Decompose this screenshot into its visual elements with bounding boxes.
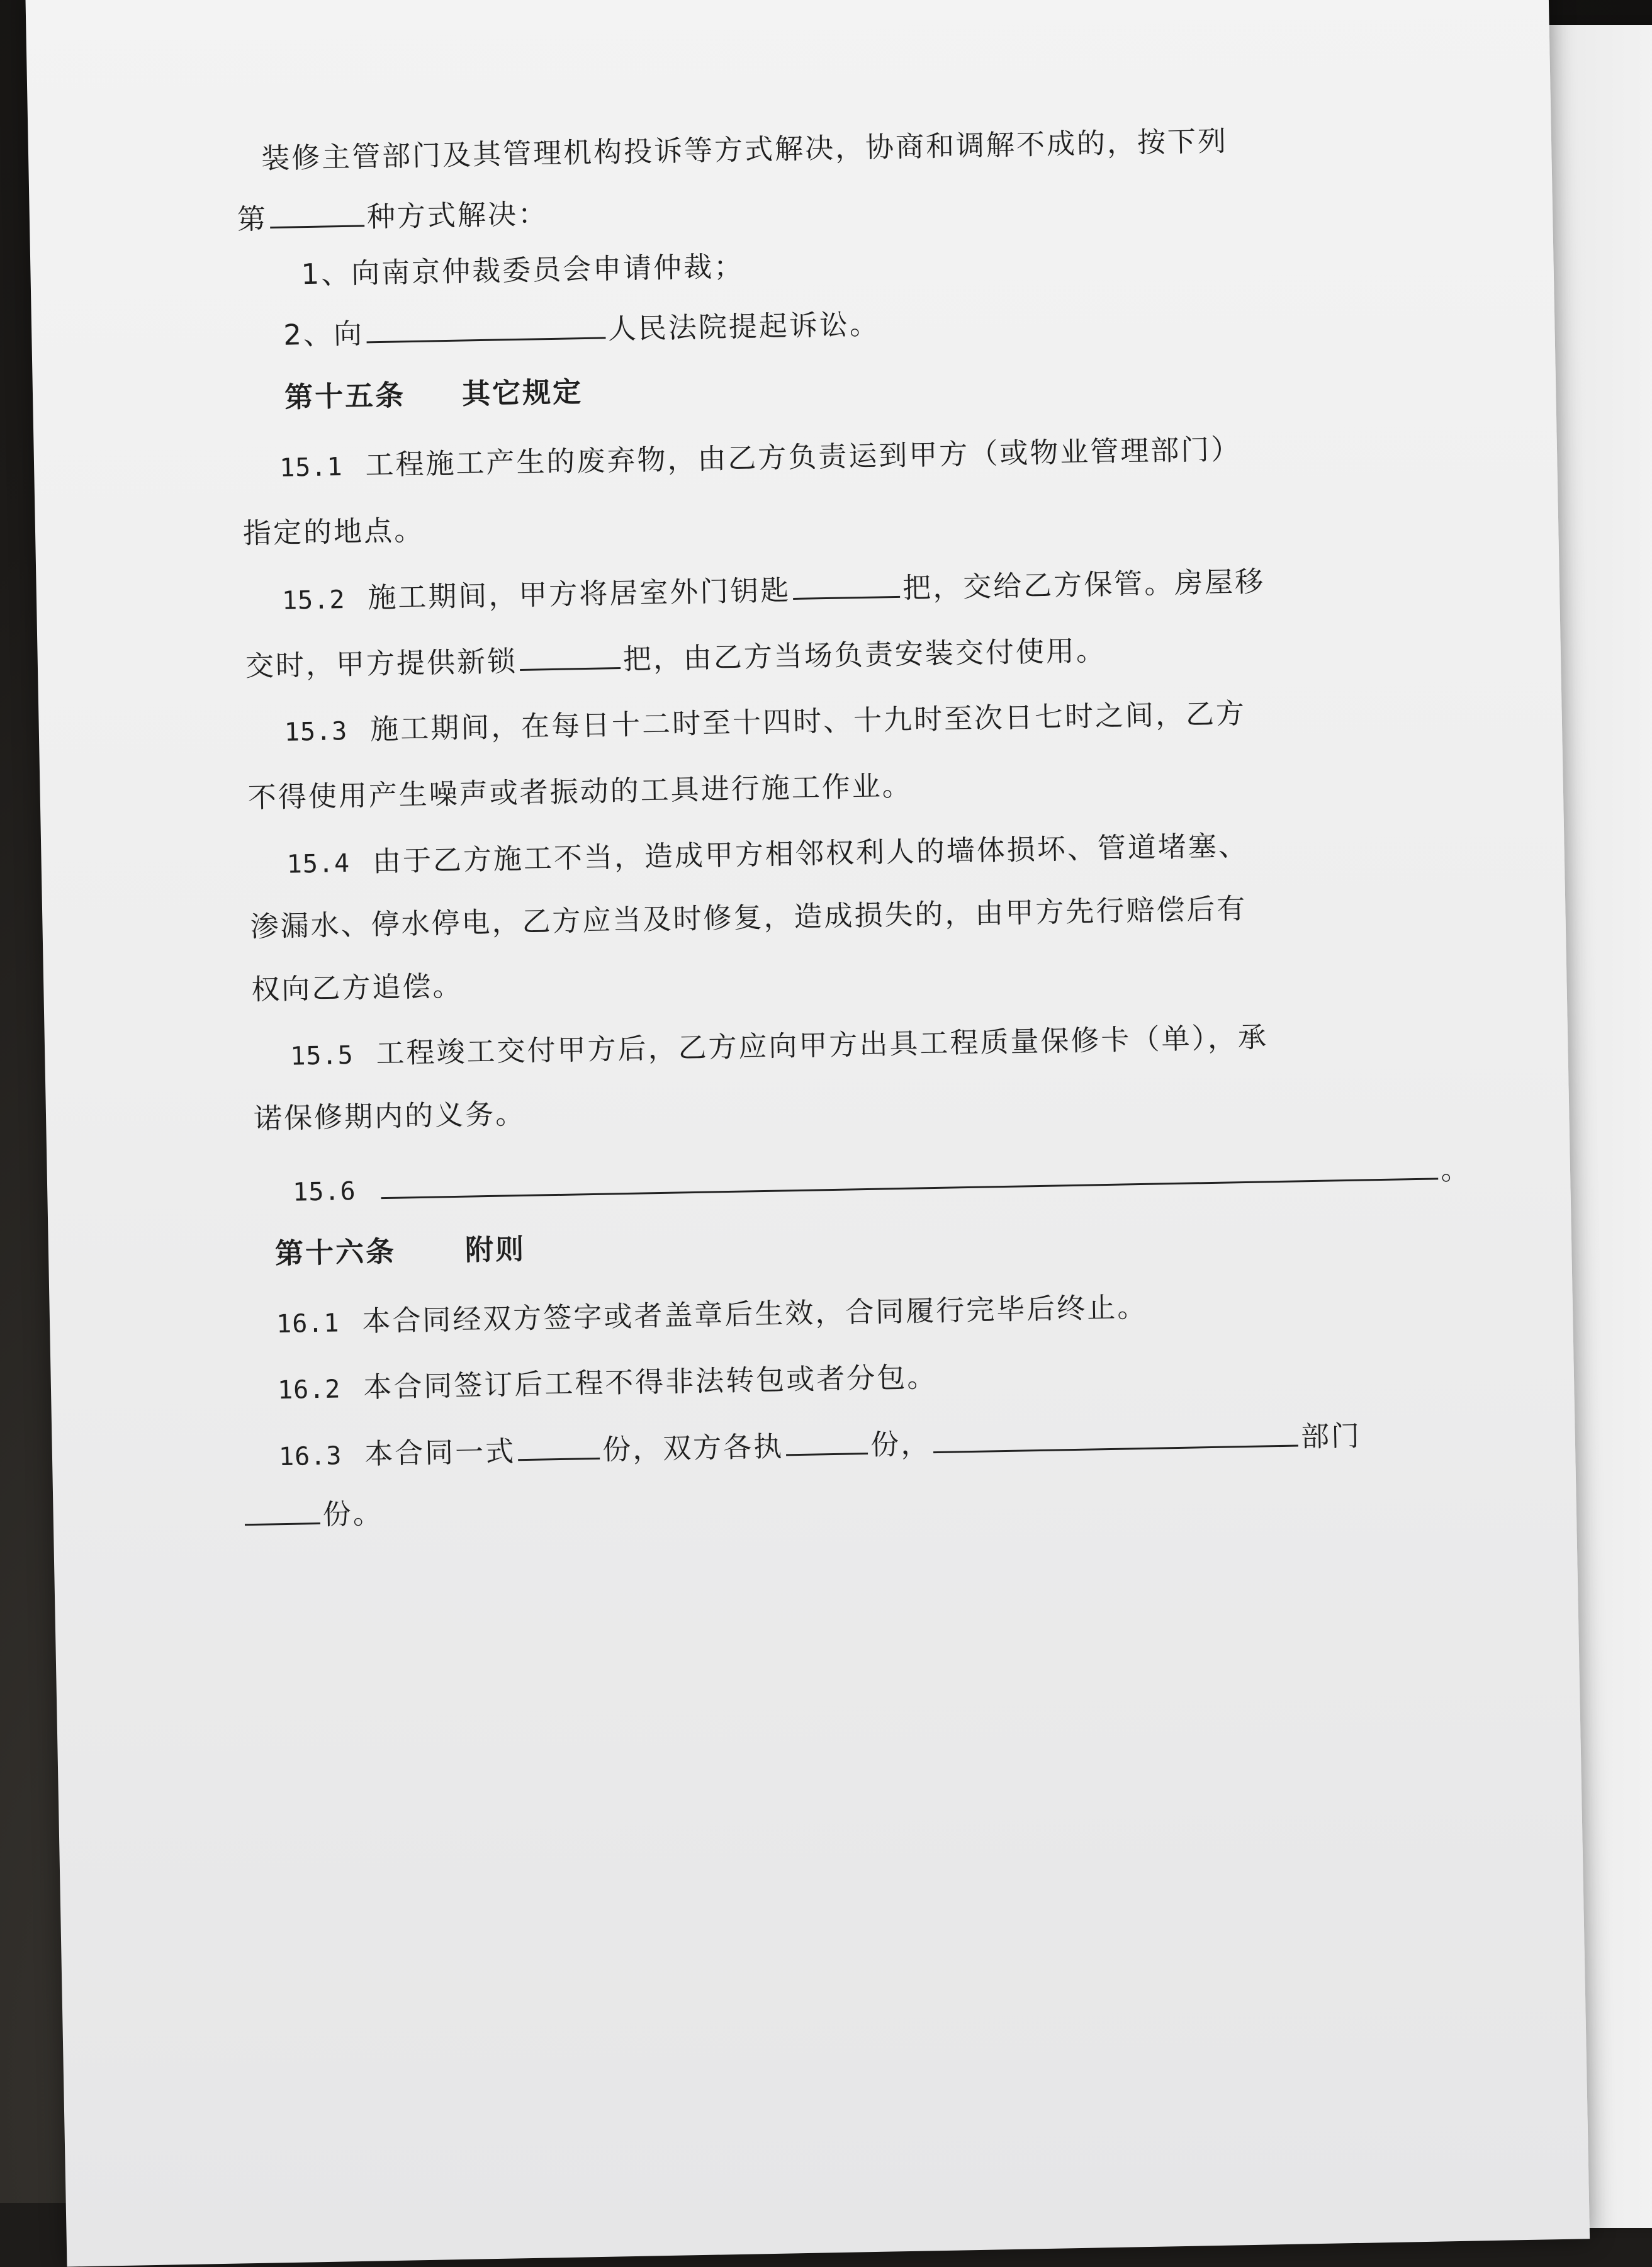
option-2: 2、向 人民法院提起诉讼。 (283, 307, 880, 352)
clause-15-3-line-2: 不得使用产生噪声或者振动的工具进行施工作业。 (247, 768, 913, 814)
clause-15-3-line-1: 15.3 施工期间，在每日十二时至十四时、十九时至次日七时之间，乙方 (284, 696, 1247, 747)
clause-15-1-line-1: 15.1 工程施工产生的废弃物，由乙方负责运到甲方（或物业管理部门） (279, 432, 1242, 483)
clause-15-4-line-1: 15.4 由于乙方施工不当，造成甲方相邻权利人的墙体损坏、管道堵塞、 (286, 828, 1249, 879)
clause-15-2-line-2: 交时，甲方提供新锁 把，由乙方当场负责安装交付使用。 (245, 633, 1107, 683)
total-copies-blank[interactable] (518, 1432, 600, 1461)
clause-15-4-line-3: 权向乙方追偿。 (250, 969, 463, 1006)
department-copies-blank[interactable] (244, 1497, 320, 1526)
article-15-heading: 第十五条 其它规定 (284, 375, 583, 414)
court-name-blank[interactable] (366, 312, 605, 343)
clause-15-5-line-1: 15.5 工程竣工交付甲方后，乙方应向甲方出具工程质量保修卡（单），承 (289, 1020, 1269, 1071)
contract-text (236, 120, 1488, 1531)
clause-15-2-line-1: 15.2 施工期间，甲方将居室外门钥匙 把，交给乙方保管。房屋移 (281, 565, 1266, 616)
intro-line-1: 装修主管部门及其管理机构投诉等方式解决，协商和调解不成的，按下列 (261, 124, 1228, 176)
intro-line-2: 第 种方式解决： (237, 197, 549, 237)
department-name-blank[interactable] (933, 1419, 1299, 1453)
method-number-blank[interactable] (269, 200, 364, 228)
clause-15-4-line-2: 渗漏水、停水停电，乙方应当及时修复，造成损失的，由甲方先行赔偿后有 (250, 891, 1247, 943)
option-1: 1、向南京仲裁委员会申请仲裁； (301, 249, 745, 291)
clause-15-5-line-2: 诺保修期内的义务。 (253, 1096, 526, 1135)
document-page (25, 0, 1590, 2267)
clause-16-2: 16.2 本合同签订后工程不得非法转包或者分包。 (277, 1359, 938, 1405)
clause-16-3-line-2: 份。 (242, 1496, 383, 1533)
key-count-blank[interactable] (793, 571, 901, 600)
article-16-heading: 第十六条 附则 (274, 1232, 526, 1271)
new-lock-count-blank[interactable] (519, 642, 621, 671)
clause-16-3-line-1: 16.3 本合同一式 份，双方各执 份， 部门 (278, 1419, 1362, 1472)
clause-15-6: 15.6。 (292, 1152, 1471, 1207)
clause-16-1: 16.1 本合同经双方签字或者盖章后生效，合同履行完毕后终止。 (276, 1290, 1148, 1339)
clause-15-1-line-2: 指定的地点。 (242, 513, 425, 550)
each-party-copies-blank[interactable] (786, 1427, 868, 1456)
clause-15-6-blank[interactable] (381, 1152, 1439, 1199)
